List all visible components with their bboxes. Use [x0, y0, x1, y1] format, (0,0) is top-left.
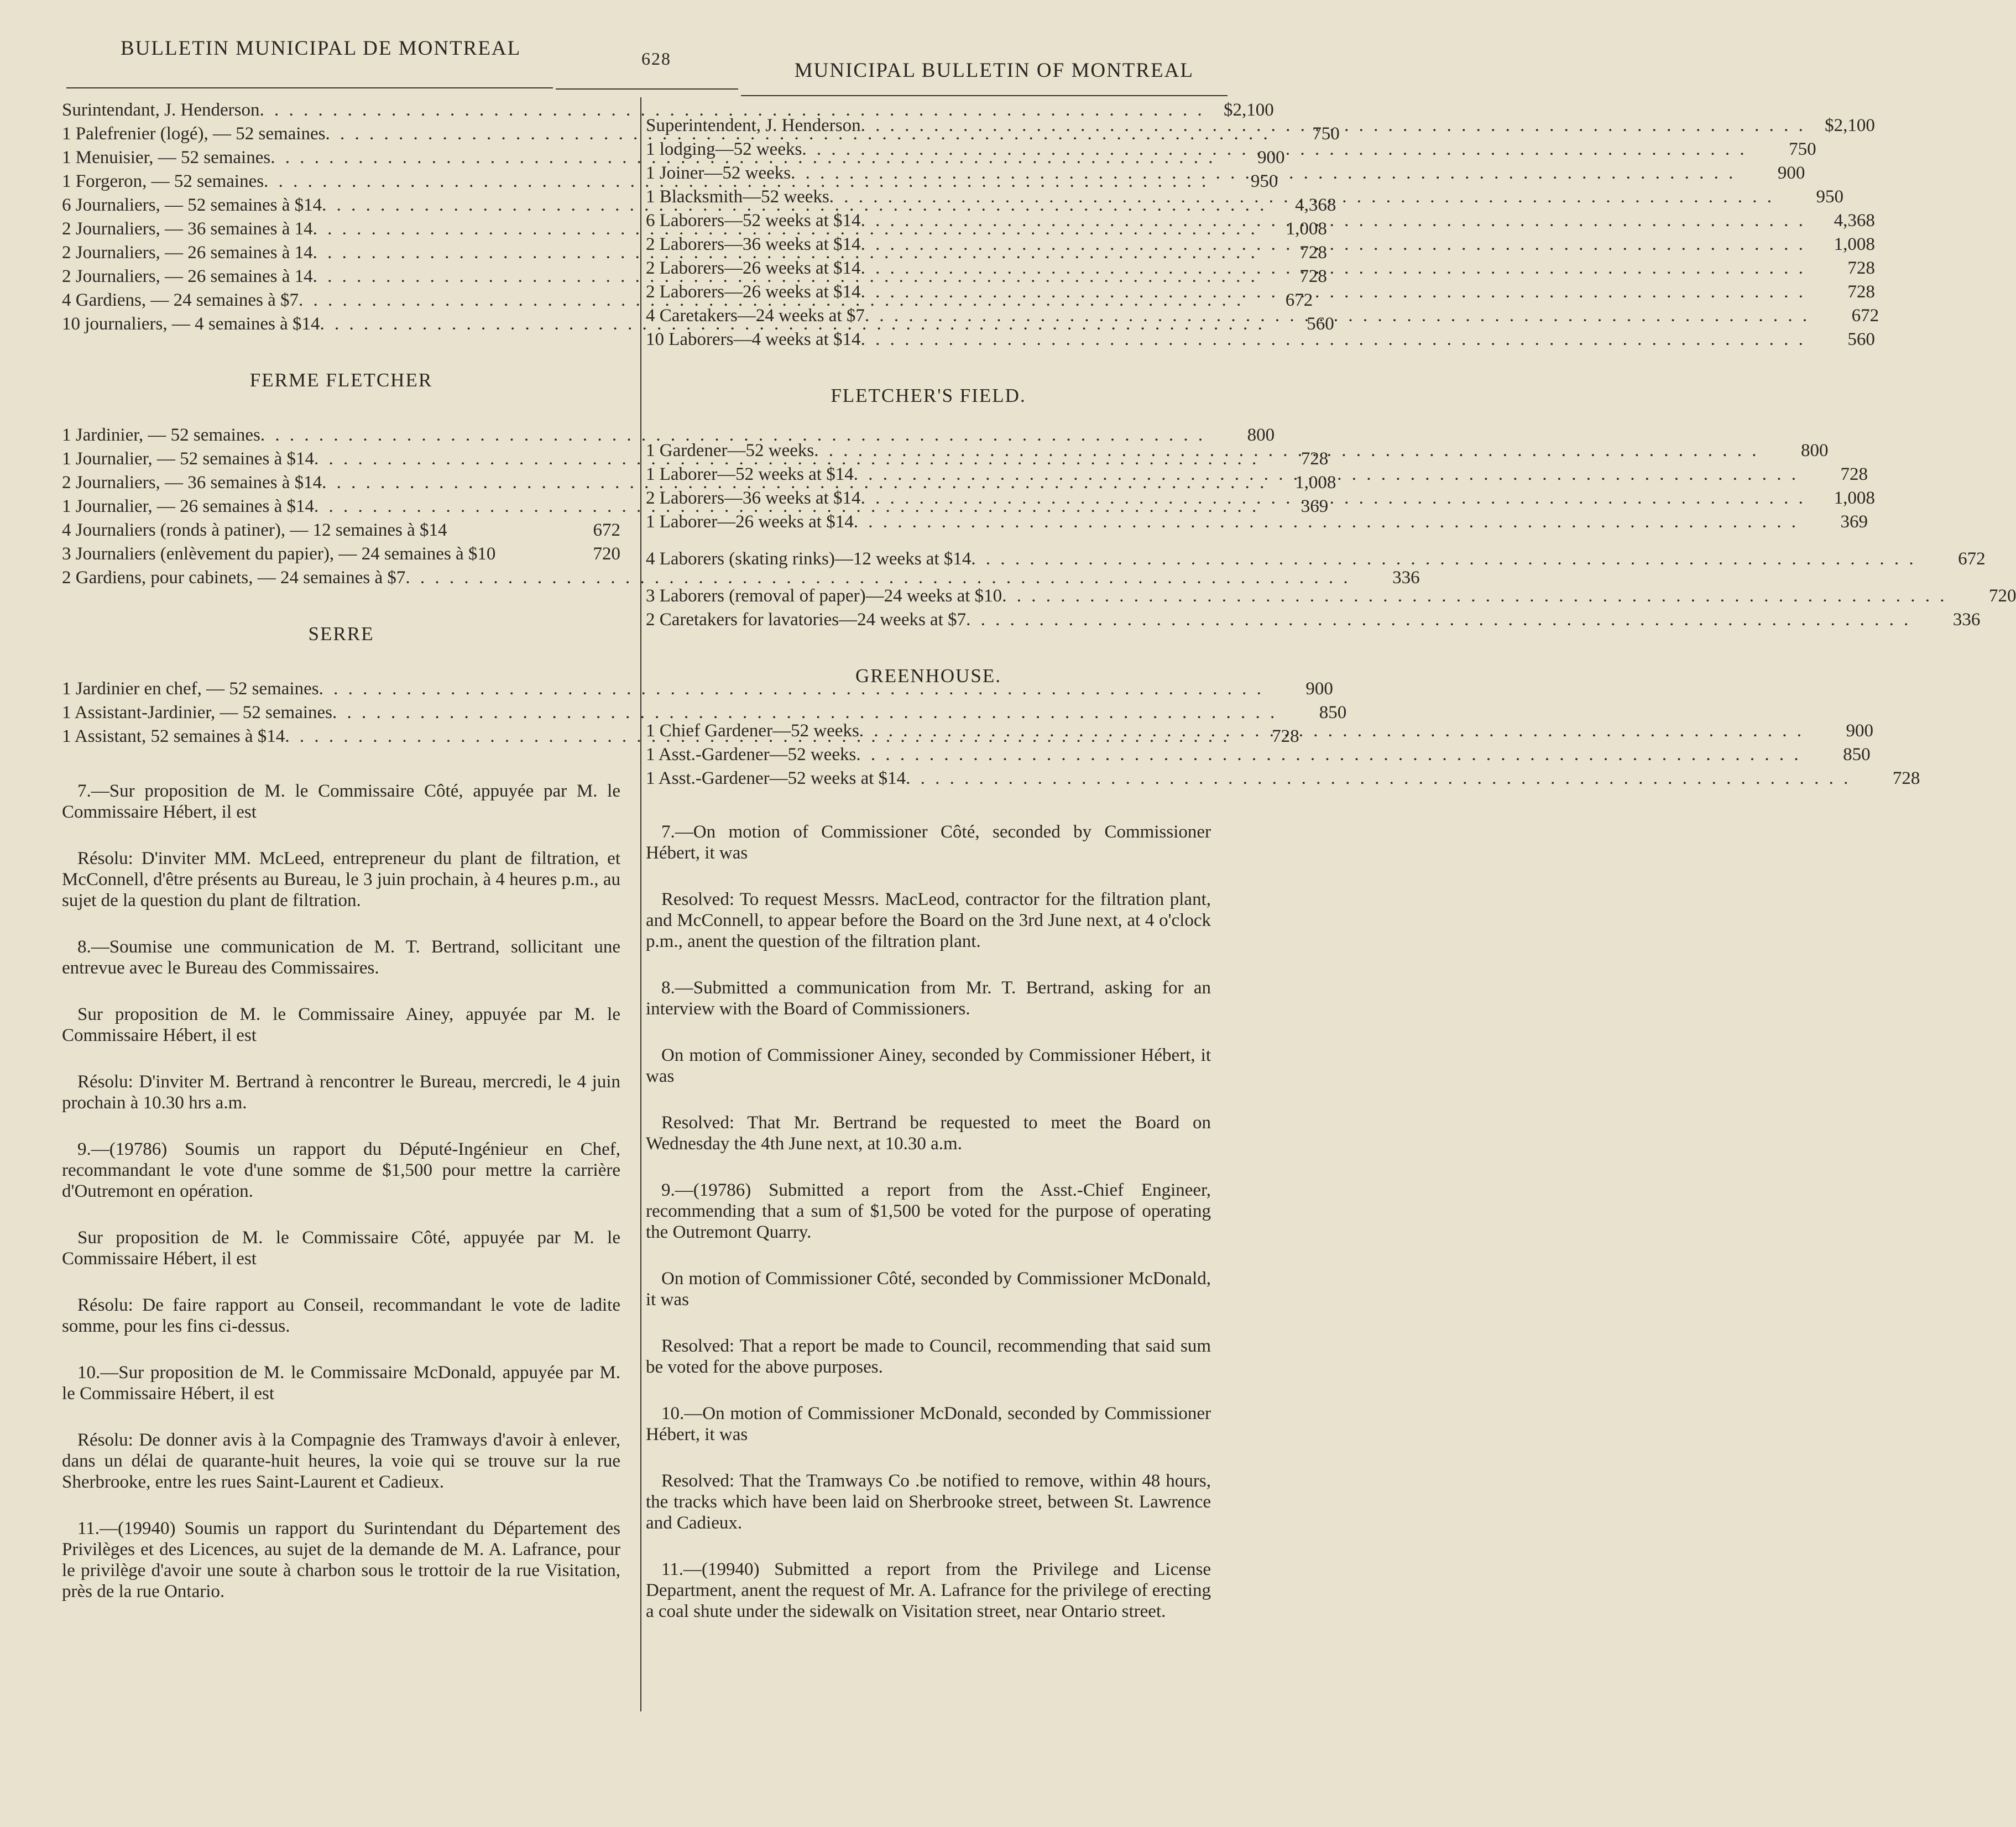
list-item — [646, 767, 1920, 791]
item-label: 2 Journaliers, — 26 semaines à 14 — [62, 243, 313, 263]
english-staff-list — [646, 114, 1879, 352]
paragraph: 9.—(19786) Submitted a report from the Asst.-Chief Engineer, recommending that a sum of $1,500 be voted for the purpose of operating the Outremont Quarry. — [646, 1180, 1211, 1242]
list-item — [62, 98, 1274, 122]
paragraph: 11.—(19940) Soumis un rapport du Surintendant du Département des Privilèges et des Licences, au sujet de la demande de M. A. Lafrance, pour le privilège d'avoir une soute à charbon sous le trottoir de la rue Visitation, près de la rue Ontario. — [62, 1519, 620, 1601]
item-amount: 728 — [1272, 726, 1299, 746]
item-amount: 850 — [1843, 745, 1871, 765]
paragraph: 8.—Soumise une communication de M. T. Bertrand, sollicitant une entrevue avec le Bureau des Commissaires. — [62, 937, 620, 978]
paragraph: 10.—Sur proposition de M. le Commissaire McDonald, appuyée par M. le Commissaire Hébert, il est — [62, 1363, 620, 1404]
leader-dots — [829, 185, 1774, 209]
english-greenhouse-list — [646, 719, 1920, 791]
list-item — [646, 510, 1868, 534]
paragraph: On motion of Commissioner Côté, seconded by Commissioner McDonald, it was — [646, 1269, 1211, 1310]
item-amount: 728 — [1840, 464, 1868, 484]
item-label: 1 Joiner—52 weeks — [646, 163, 791, 183]
leader-dots — [1002, 584, 1947, 608]
item-amount: 336 — [1952, 610, 1981, 630]
section-title: SERRE — [308, 623, 374, 645]
paragraph: Resolved: That a report be made to Council, recommending that said sum be voted for the above purposes. — [646, 1336, 1211, 1377]
leader-dots — [861, 328, 1806, 352]
paragraph: Sur proposition de M. le Commissaire Ainey, appuyée par M. le Commissaire Hébert, il est — [62, 1004, 620, 1045]
item-label: 6 Laborers—52 weeks at $14 — [646, 211, 861, 231]
leader-dots — [861, 280, 1806, 304]
paragraph: Resolved: That the Tramways Co .be notified to remove, within 48 hours, the tracks which have been laid on Sherbrooke street, between St. Lawrence and Cadieux. — [646, 1471, 1211, 1533]
item-label: 1 Laborer—26 weeks at $14 — [646, 512, 854, 532]
item-amount: 728 — [1847, 282, 1875, 302]
item-amount: 900 — [1777, 163, 1805, 183]
item-label: 2 Gardiens, pour cabinets, — 24 semaines à $7 — [62, 568, 406, 588]
item-amount: 950 — [1250, 171, 1278, 191]
leader-dots — [861, 256, 1806, 280]
item-label: 1 Assistant-Jardinier, — 52 semaines — [62, 703, 333, 723]
paragraph: Résolu: D'inviter MM. McLeed, entrepreneur du plant de filtration, et McConnell, d'être présents au Bureau, le 3 juin prochain, à 4 heures p.m., au sujet de la question du plant de filtration. — [62, 849, 620, 910]
item-amount: 1,008 — [1295, 473, 1336, 493]
leader-dots — [861, 209, 1806, 233]
item-amount: 728 — [1847, 258, 1875, 278]
item-label: 1 Asst.-Gardener—52 weeks at $14 — [646, 768, 906, 788]
paragraph: 9.—(19786) Soumis un rapport du Député-Ingénieur en Chef, recommandant le vote d'une somme de $1,500 pour mettre la carrière d'Outremont en opération. — [62, 1139, 620, 1201]
paragraph: Sur proposition de M. le Commissaire Côté, appuyée par M. le Commissaire Hébert, il est — [62, 1228, 620, 1269]
item-amount: 369 — [1301, 496, 1329, 516]
section-title: GREENHOUSE. — [855, 665, 1002, 687]
item-amount: 1,008 — [1834, 488, 1875, 508]
item-label: 4 Journaliers (ronds à patiner), — 12 semaines à $14 — [62, 520, 447, 540]
column-divider — [640, 97, 641, 1711]
item-label: 4 Caretakers—24 weeks at $7 — [646, 306, 865, 326]
item-amount: 800 — [1247, 425, 1275, 445]
item-label: 2 Laborers—26 weeks at $14 — [646, 282, 861, 302]
leader-dots — [906, 767, 1851, 791]
leader-dots — [865, 304, 1810, 328]
item-amount: 950 — [1816, 187, 1844, 207]
list-item — [62, 542, 620, 566]
item-label: 1 Journalier, — 52 semaines à $14 — [62, 449, 314, 469]
item-amount: 560 — [1847, 329, 1875, 349]
leader-dots — [814, 439, 1759, 463]
list-item — [646, 584, 2016, 608]
item-amount: 728 — [1299, 243, 1327, 263]
item-label: 10 Laborers—4 weeks at $14 — [646, 329, 861, 349]
item-label: 1 Journalier, — 26 semaines à $14 — [62, 496, 314, 516]
paragraph: Résolu: De donner avis à la Compagnie des Tramways d'avoir à enlever, dans un délai de quarante-huit heures, la voie qui se trouve sur la rue Sherbrooke, entre les rues Saint-Laurent et Cadieux. — [62, 1430, 620, 1492]
item-label: 1 Laborer—52 weeks at $14 — [646, 464, 854, 484]
item-amount: 1,008 — [1834, 234, 1875, 254]
item-amount: 672 — [1285, 290, 1313, 310]
item-label: 1 Jardinier en chef, — 52 semaines — [62, 679, 319, 699]
paragraph: 11.—(19940) Submitted a report from the Privilege and License Department, anent the request of Mr. A. Lafrance for the privilege of erecting a coal shute under the sidewalk on Visitation street, near Ontario street. — [646, 1559, 1211, 1621]
item-amount: 900 — [1305, 679, 1333, 699]
item-amount: 672 — [1851, 306, 1879, 326]
item-amount: 800 — [1800, 441, 1829, 460]
item-label: 1 Asst.-Gardener—52 weeks — [646, 745, 856, 765]
item-label: 2 Journaliers, — 36 semaines à 14 — [62, 219, 313, 239]
paragraph: Résolu: D'inviter M. Bertrand à rencontrer le Bureau, mercredi, le 4 juin prochain à 10.30 hrs a.m. — [62, 1072, 620, 1113]
item-label: 1 lodging—52 weeks — [646, 139, 802, 159]
list-item — [62, 519, 620, 542]
paragraph: Resolved: To request Messrs. MacLeod, contractor for the filtration plant, and McConnell, to appear before the Board on the 3rd June next, at 4 o'clock p.m., anent the question of the filtration plant. — [646, 889, 1211, 951]
item-label: 2 Caretakers for lavatories—24 weeks at $7 — [646, 610, 967, 630]
list-item — [62, 677, 1333, 701]
paragraph: 7.—Sur proposition de M. le Commissaire Côté, appuyée par M. le Commissaire Hébert, il est — [62, 781, 620, 822]
leader-dots — [861, 486, 1806, 510]
item-amount: 560 — [1307, 314, 1334, 334]
running-header-french: BULLETIN MUNICIPAL DE MONTREAL — [121, 37, 521, 60]
item-label: 6 Journaliers, — 52 semaines à $14 — [62, 195, 322, 215]
item-amount: 369 — [1840, 512, 1868, 532]
section-title: FERME FLETCHER — [249, 369, 433, 391]
item-label: 1 Forgeron, — 52 semaines — [62, 171, 264, 191]
item-label: 1 Palefrenier (logé), — 52 semaines — [62, 124, 326, 144]
leader-dots — [802, 138, 1747, 161]
item-amount: 750 — [1789, 139, 1816, 159]
item-label: 2 Laborers—36 weeks at $14 — [646, 488, 861, 508]
paragraph: 8.—Submitted a communication from Mr. T. Bertrand, asking for an interview with the Board of Commissioners. — [646, 978, 1211, 1019]
item-amount: 672 — [593, 520, 620, 540]
item-label: 10 journaliers, — 4 semaines à $14 — [62, 314, 320, 334]
item-amount: 1,008 — [1286, 219, 1327, 239]
leader-dots — [791, 161, 1736, 185]
paragraph: 7.—On motion of Commissioner Côté, seconded by Commissioner Hébert, it was — [646, 822, 1211, 863]
list-item — [646, 256, 1875, 280]
item-amount: 750 — [1312, 124, 1340, 144]
item-label: 1 Jardinier, — 52 semaines — [62, 425, 260, 445]
header-rule-left — [66, 87, 553, 88]
item-label: 1 Menuisier, — 52 semaines — [62, 148, 271, 167]
leader-dots — [854, 510, 1799, 534]
header-rule-middle — [556, 88, 738, 90]
item-label: 2 Journaliers, — 36 semaines à $14 — [62, 473, 322, 493]
english-fletcher-list — [646, 439, 2016, 632]
list-item — [646, 547, 1986, 571]
list-item — [646, 743, 1871, 767]
paragraph: Résolu: De faire rapport au Conseil, recommandant le vote de ladite somme, pour les fins ci-dessus. — [62, 1295, 620, 1336]
list-item — [646, 608, 1981, 632]
list-item — [62, 566, 1420, 590]
item-label: 4 Laborers (skating rinks)—12 weeks at $14 — [646, 549, 972, 569]
item-label: 1 Blacksmith—52 weeks — [646, 187, 829, 207]
item-amount: 720 — [593, 544, 620, 564]
item-label: 2 Laborers—26 weeks at $14 — [646, 258, 861, 278]
item-label: 2 Journaliers, — 26 semaines à 14 — [62, 266, 313, 286]
leader-dots — [966, 608, 1911, 632]
item-label: 2 Laborers—36 weeks at $14 — [646, 234, 861, 254]
list-item — [646, 328, 1875, 352]
running-header-english: MUNICIPAL BULLETIN OF MONTREAL — [794, 59, 1194, 82]
leader-dots — [971, 547, 1916, 571]
item-amount: 728 — [1299, 266, 1327, 286]
leader-dots — [859, 719, 1804, 743]
english-column — [646, 114, 2016, 1647]
item-label: Surintendant, J. Henderson — [62, 100, 260, 120]
item-amount: 336 — [1392, 568, 1420, 588]
paragraph: 10.—On motion of Commissioner McDonald, seconded by Commissioner Hébert, it was — [646, 1404, 1211, 1444]
item-amount: 4,368 — [1834, 211, 1875, 231]
item-amount: 672 — [1958, 549, 1986, 569]
item-label: 1 Chief Gardener—52 weeks — [646, 721, 859, 741]
item-amount: 900 — [1846, 721, 1874, 741]
item-amount: 900 — [1257, 148, 1285, 167]
leader-dots — [854, 463, 1799, 486]
paragraph: Resolved: That Mr. Bertrand be requested to meet the Board on Wednesday the 4th June next, at 10.30 a.m. — [646, 1113, 1211, 1154]
item-label: 1 Gardener—52 weeks — [646, 441, 814, 460]
paragraph: On motion of Commissioner Ainey, seconded by Commissioner Hébert, it was — [646, 1045, 1211, 1086]
page-number: 628 — [641, 49, 671, 69]
item-amount: 720 — [1988, 586, 2016, 606]
item-label: 4 Gardiens, — 24 semaines à $7 — [62, 290, 299, 310]
leader-dots — [861, 233, 1806, 256]
item-amount: 850 — [1319, 703, 1347, 723]
leader-dots — [856, 743, 1801, 767]
item-amount: 728 — [1301, 449, 1329, 469]
leader-dots — [861, 114, 1806, 138]
item-amount: 4,368 — [1295, 195, 1336, 215]
item-label: 1 Assistant, 52 semaines à $14 — [62, 726, 285, 746]
item-amount: $2,100 — [1223, 100, 1274, 120]
section-title: FLETCHER'S FIELD. — [831, 385, 1026, 406]
item-label: Superintendent, J. Henderson — [646, 116, 861, 135]
header-rule-right — [741, 95, 1228, 96]
list-item — [62, 701, 1347, 725]
item-amount: 728 — [1892, 768, 1920, 788]
item-label: 3 Journaliers (enlèvement du papier), — 24 semaines à $10 — [62, 544, 496, 564]
item-label: 3 Laborers (removal of paper)—24 weeks at $10 — [646, 586, 1002, 606]
item-amount: $2,100 — [1825, 116, 1875, 135]
list-item — [62, 423, 1275, 447]
